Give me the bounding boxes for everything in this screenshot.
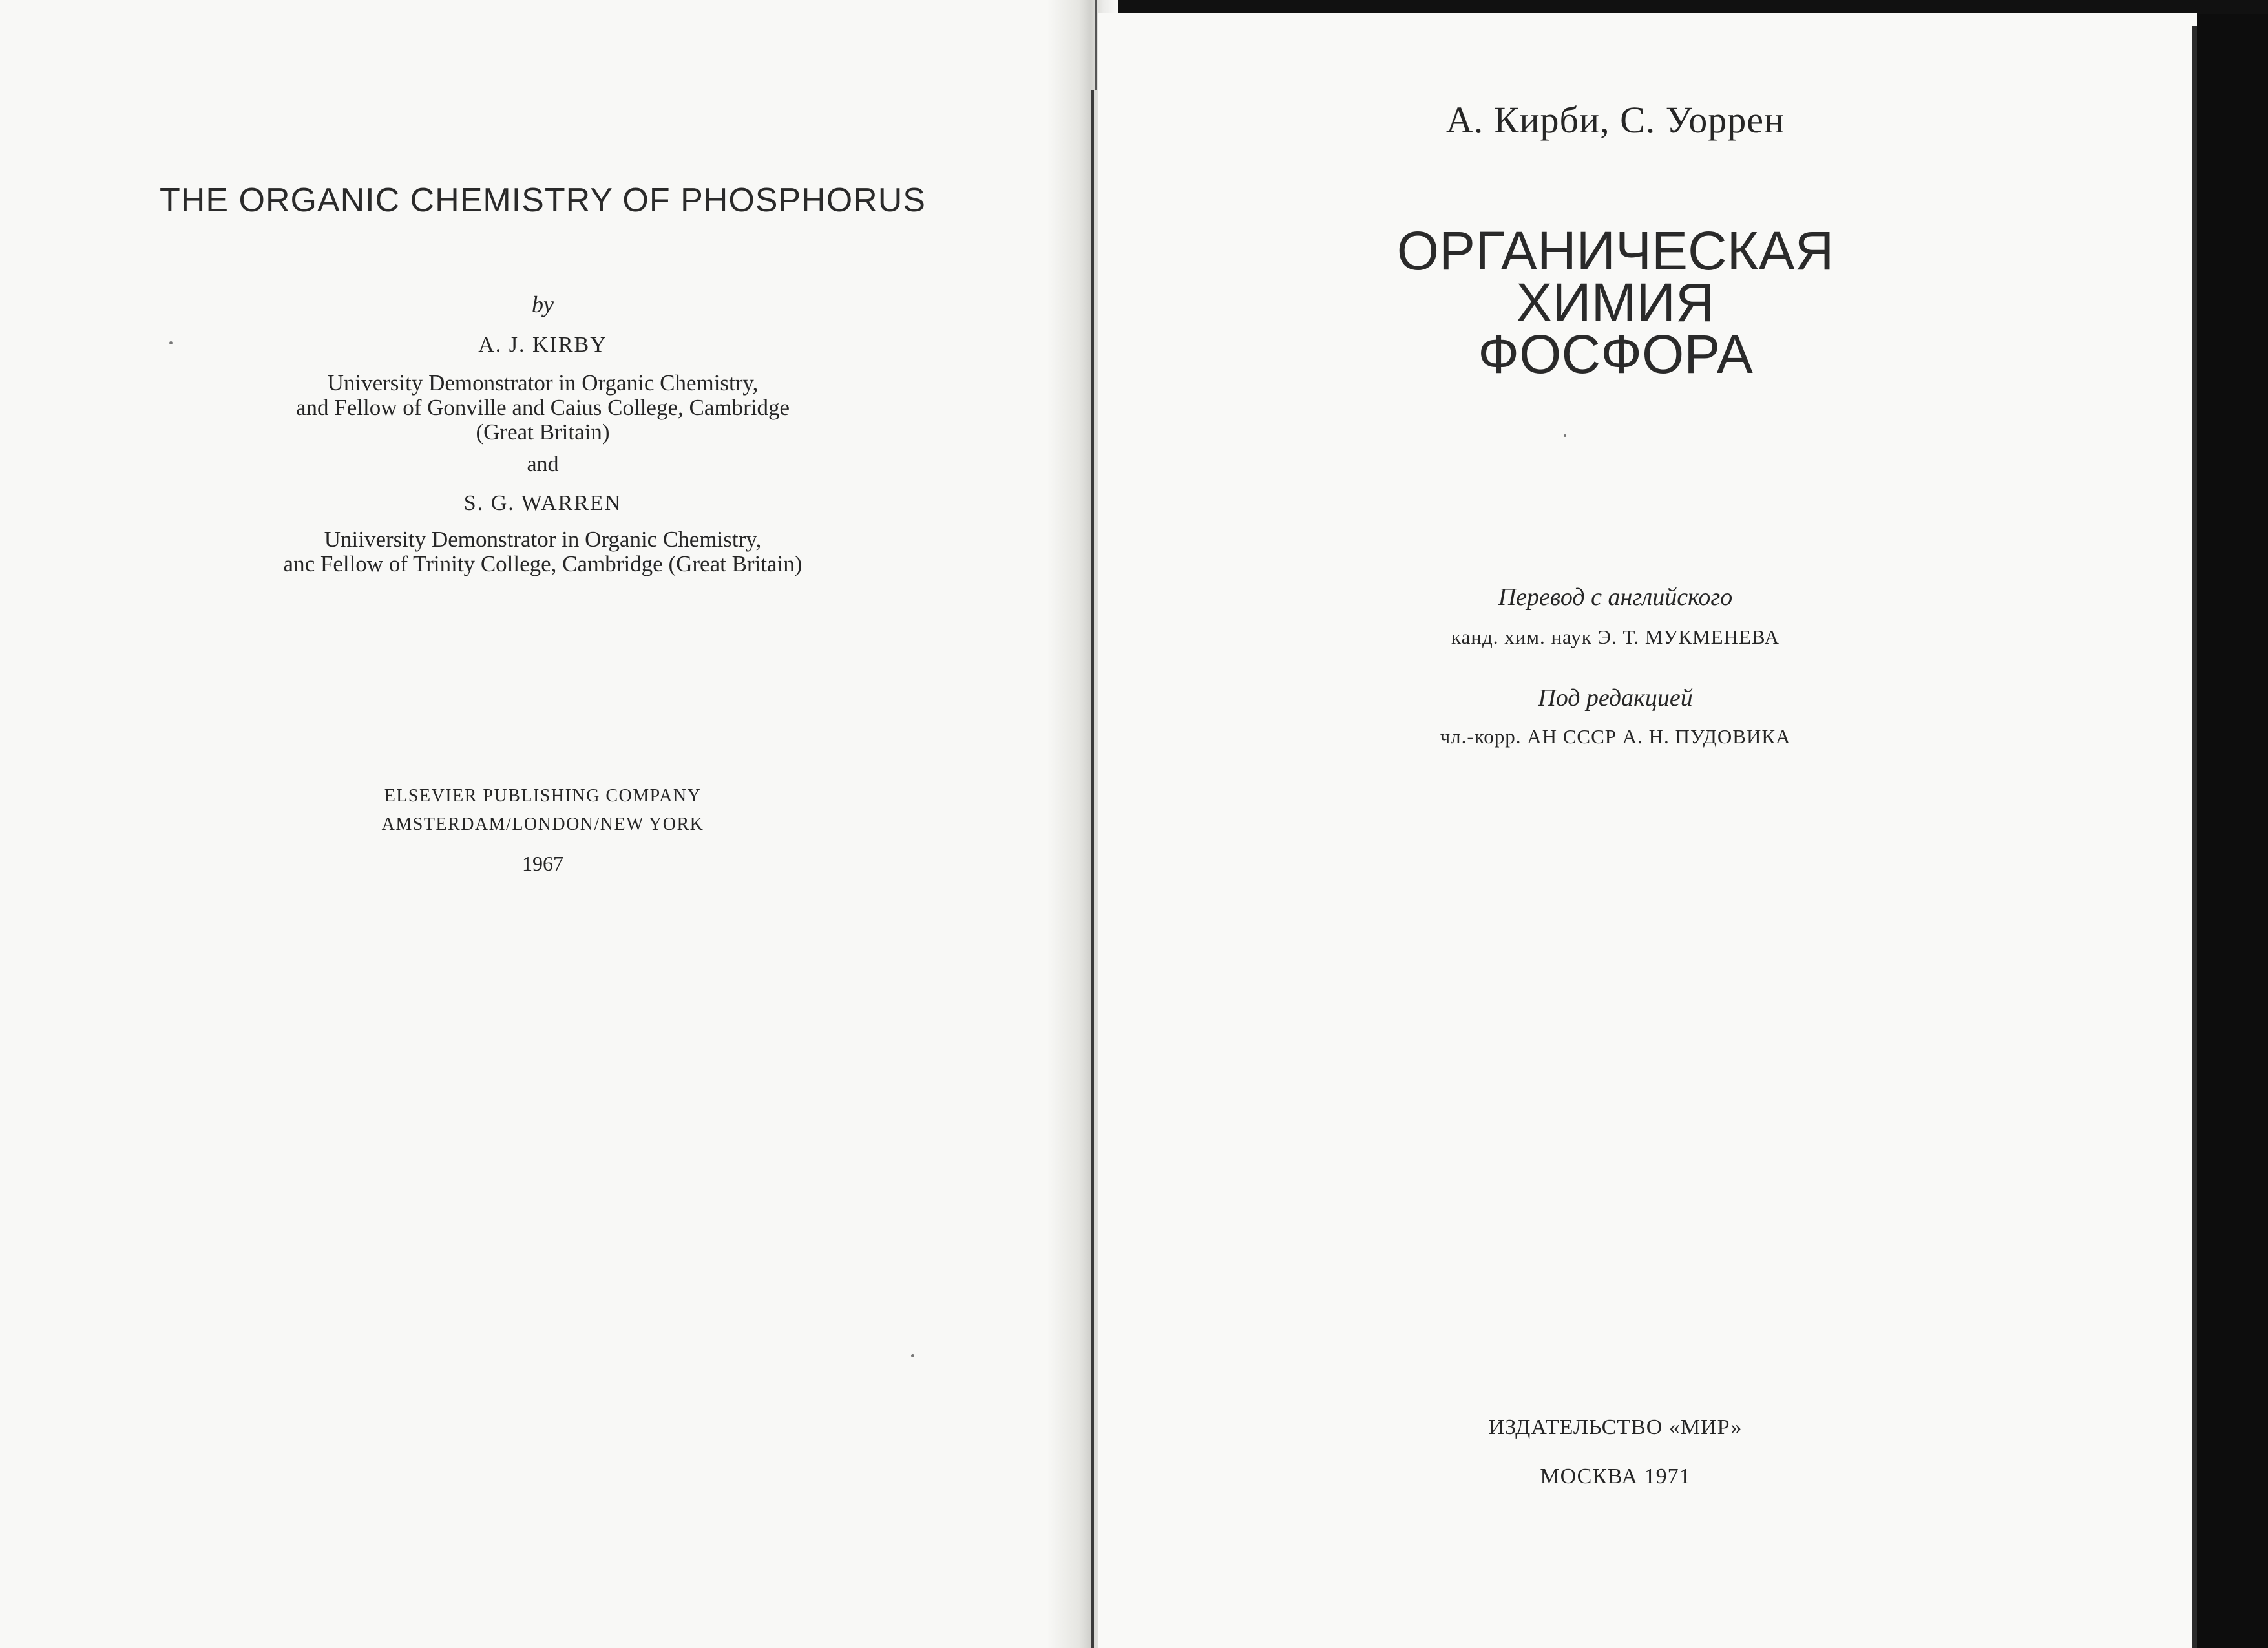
affiliation-line: Uniiversity Demonstrator in Organic Chemistry, [324,527,762,552]
scan-top-edge [1098,0,2268,14]
page-right-edge [2192,26,2197,1648]
by-label: by [532,291,554,317]
paper-speck [911,1354,914,1357]
translator: канд. хим. наук Э. Т. МУКМЕНЕВА [1451,626,1780,648]
publisher-line: AMSTERDAM/LONDON/NEW YORK [381,814,704,834]
english-publisher [129,782,956,839]
russian-city-year: МОСКВА 1971 [1540,1464,1691,1488]
edited-by-label: Под редакцией [1538,684,1693,712]
affiliation-line: and Fellow of Gonville and Caius College, Cambridge [295,395,790,420]
spine-edge [1091,90,1094,1648]
publisher-line: ELSEVIER PUBLISHING COMPANY [384,786,702,806]
affiliation-line: anc Fellow of Trinity College, Cambridge (Great Britain) [283,551,803,576]
title-line: ОРГАНИЧЕСКАЯ [1396,220,1834,281]
title-line: ФОСФОРА [1478,324,1753,385]
author-warren: S. G. WARREN [463,491,622,515]
russian-title [1098,220,2132,385]
left-page [0,0,1086,1648]
english-year: 1967 [522,852,563,875]
author-warren-affiliation [129,527,956,576]
affiliation-line: University Demonstrator in Organic Chemistry, [327,370,759,396]
editor: чл.-корр. АН СССР А. Н. ПУДОВИКА [1440,725,1791,748]
paper-speck [169,341,173,344]
paper-speck [1564,434,1566,437]
author-kirby: A. J. KIRBY [478,333,607,357]
english-title: THE ORGANIC CHEMISTRY OF PHOSPHORUS [160,182,926,219]
affiliation-line: (Great Britain) [476,419,610,445]
russian-publisher: ИЗДАТЕЛЬСТВО «МИР» [1488,1415,1743,1439]
spine-edge [1095,0,1097,90]
translated-from-label: Перевод с английского [1498,584,1733,611]
author-kirby-affiliation [129,371,956,445]
right-page [1098,13,2197,1648]
and-label: and [527,452,559,476]
title-line: ХИМИЯ [1516,272,1715,333]
russian-authors: А. Кирби, С. Уоррен [1445,99,1785,141]
